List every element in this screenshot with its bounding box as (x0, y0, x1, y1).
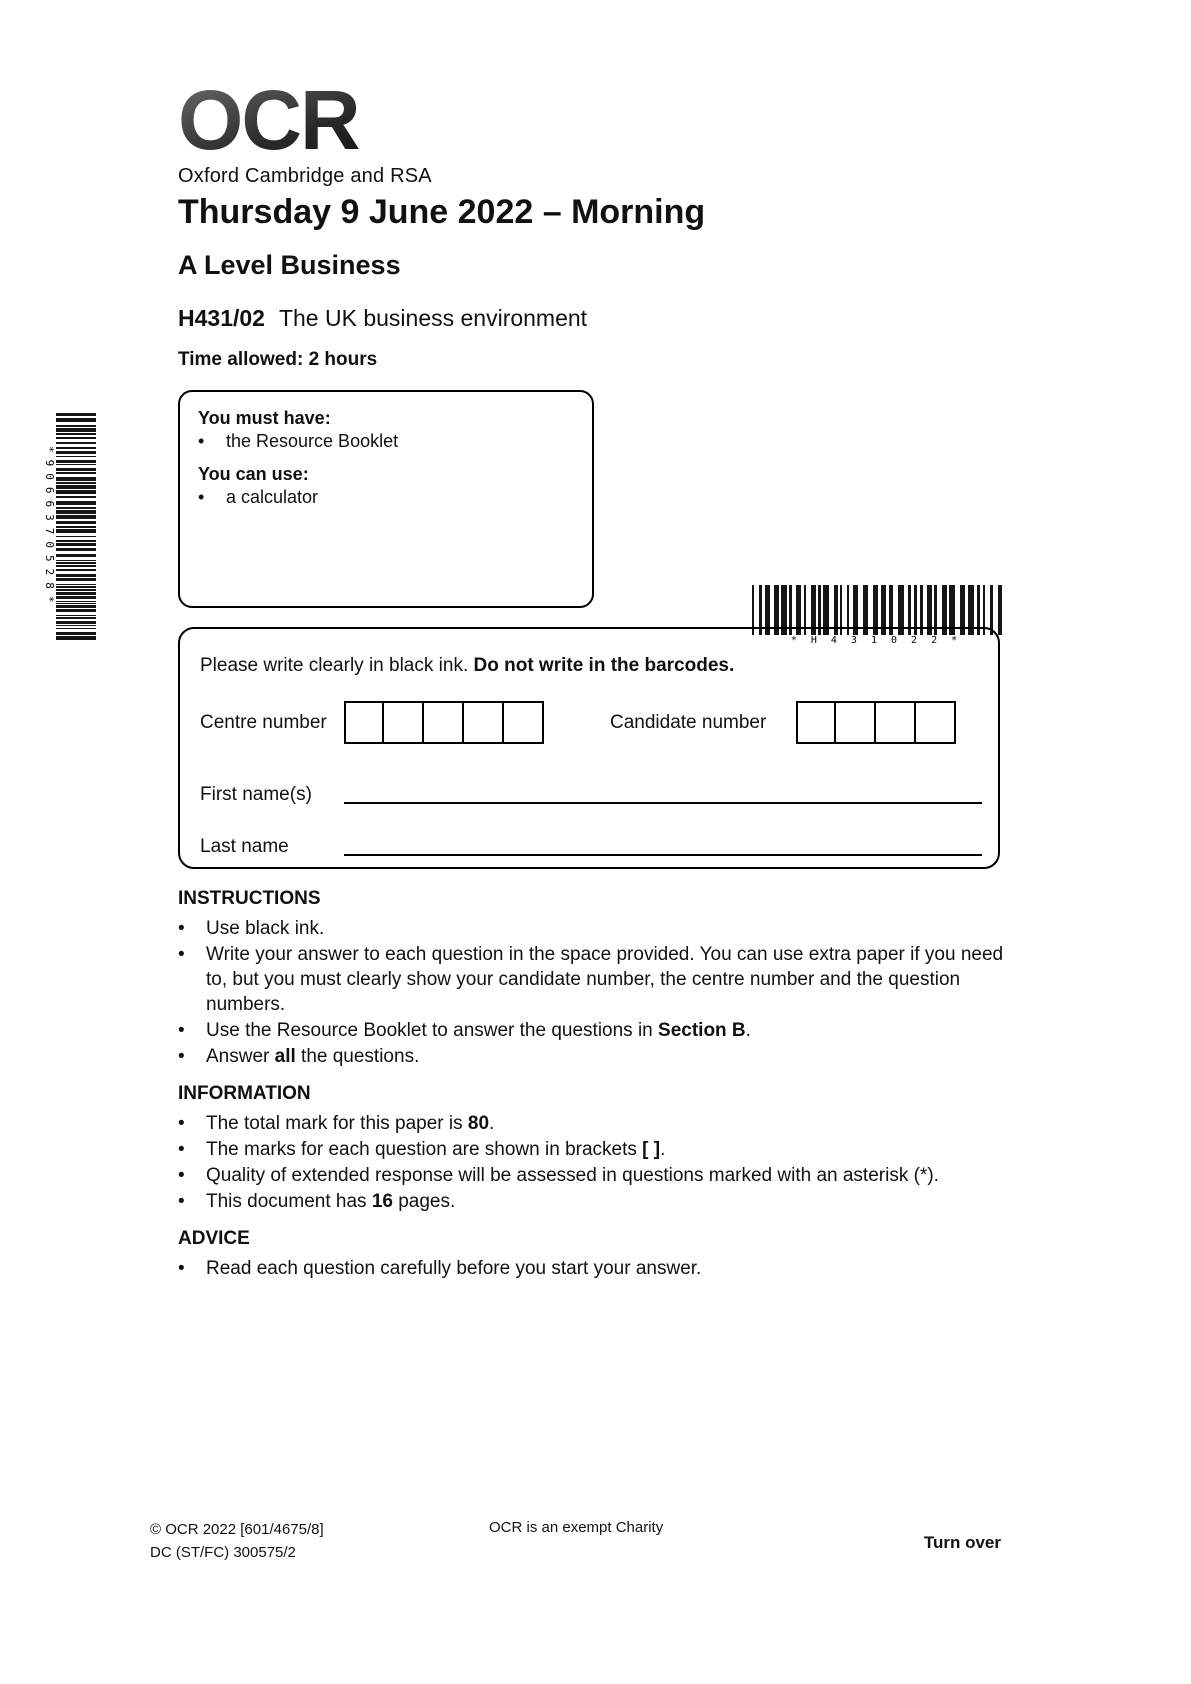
bullet-item (178, 1111, 1022, 1136)
number-cell[interactable] (464, 701, 504, 744)
bullet-item (178, 916, 1022, 941)
barcode-bar (56, 468, 96, 471)
barcode-bar (56, 490, 96, 494)
ink-notice: Please write clearly in black ink. Do not write in the barcodes. (200, 655, 735, 676)
barcode-bar (56, 464, 96, 465)
barcode-bar (56, 628, 96, 629)
number-cell[interactable] (424, 701, 464, 744)
barcode-bar (56, 617, 96, 619)
paper-barcode-text: * H 4 3 1 0 2 2 * (790, 635, 962, 646)
footer-copyright: © OCR 2022 [601/4675/8] (150, 1521, 324, 1538)
paper-title: The UK business environment (278, 305, 588, 331)
barcode-bar (56, 560, 96, 561)
exam-date-title: Thursday 9 June 2022 – Morning (178, 193, 706, 231)
barcode-bar (56, 615, 96, 616)
barcode-bar (56, 569, 96, 571)
number-cell[interactable] (836, 701, 876, 744)
bullet-item (178, 1018, 1022, 1043)
bullet-item (178, 1044, 1022, 1069)
barcode-bar (56, 584, 96, 585)
barcode-bar (56, 562, 96, 564)
barcode-bar (56, 596, 96, 599)
barcode-bar (56, 536, 96, 537)
bullet-glyph: • (178, 1191, 185, 1213)
first-name-row (200, 778, 982, 806)
barcode-bar (56, 485, 96, 489)
bullet-text: This document has 16 pages. (206, 1191, 456, 1213)
turn-over-label: Turn over (923, 1533, 1001, 1552)
barcode-bar (56, 586, 96, 588)
barcode-bar (998, 585, 1002, 635)
bullet-text: Quality of extended response will be assessed in questions marked with an asterisk (*). (206, 1165, 939, 1187)
last-name-field[interactable] (344, 830, 982, 856)
bullet-glyph: • (178, 1258, 185, 1280)
barcode-bar (56, 447, 96, 449)
advice-list (178, 1256, 1022, 1281)
number-cell[interactable] (876, 701, 916, 744)
barcode-bar (56, 418, 96, 422)
barcode-bar (56, 460, 96, 463)
barcode-bar (56, 510, 96, 514)
barcode-bar (56, 554, 96, 557)
barcode-bar (56, 574, 96, 577)
barcode-bar (56, 609, 96, 612)
barcode-bar (56, 456, 96, 457)
barcode-bar (56, 507, 96, 509)
vertical-barcode-bars (56, 413, 96, 643)
footer-charity: OCR is an exempt Charity (489, 1519, 664, 1536)
barcode-bar (56, 578, 96, 581)
barcode-bar (56, 451, 96, 455)
advice-heading: ADVICE (178, 1228, 250, 1249)
ocr-logo (178, 73, 432, 188)
bullet-glyph: • (178, 944, 185, 966)
bullet-item (178, 1189, 1022, 1214)
barcode-bar (56, 425, 96, 427)
bullet-text: The marks for each question are shown in brackets [ ]. (206, 1139, 666, 1161)
instructions-list (178, 916, 1022, 1069)
bullet-glyph: • (198, 431, 205, 451)
candidate-details-box (178, 627, 1000, 869)
barcode-bar (56, 603, 96, 605)
first-name-field[interactable] (344, 778, 982, 804)
bullet-item (178, 1163, 1022, 1188)
bullet-glyph: • (178, 918, 185, 940)
information-section (178, 1081, 1022, 1215)
barcode-bar (56, 428, 96, 432)
bullet-item (198, 487, 574, 508)
number-cell[interactable] (796, 701, 836, 744)
paper-code-line (178, 305, 587, 332)
barcode-bar (56, 526, 96, 528)
bullet-glyph: • (178, 1020, 185, 1042)
ocr-logo-subtitle: Oxford Cambridge and RSA (178, 165, 432, 187)
bullet-text: Write your answer to each question in the space provided. You can use extra paper if you need to, but you must clearly show your candidate number, the centre number and the question numbers. (206, 944, 1004, 1016)
time-allowed: Time allowed: 2 hours (178, 349, 378, 370)
barcode-bar (56, 601, 96, 602)
last-name-label: Last name (200, 836, 289, 857)
number-row (200, 701, 982, 744)
vertical-barcode-text: *9066370528* (43, 446, 56, 610)
barcode-bar (56, 413, 96, 416)
advice-section (178, 1226, 1022, 1282)
candidate-number-label: Candidate number (610, 711, 767, 733)
barcode-bar (56, 437, 96, 439)
can-use-list (198, 487, 574, 508)
barcode-bar (56, 621, 96, 624)
bullet-item (178, 1256, 1022, 1281)
barcode-bar (56, 548, 96, 551)
information-heading: INFORMATION (178, 1083, 311, 1104)
barcode-bar (56, 442, 96, 444)
bullet-text: a calculator (226, 487, 319, 507)
bullet-glyph: • (178, 1165, 185, 1187)
exam-subject: A Level Business (178, 250, 401, 280)
barcode-bar (56, 501, 96, 505)
barcode-bar (56, 496, 96, 498)
barcode-bar (56, 521, 96, 525)
bullet-item (178, 1137, 1022, 1162)
bullet-item (178, 942, 1022, 1017)
instructions-heading: INSTRUCTIONS (178, 888, 321, 909)
information-list (178, 1111, 1022, 1214)
bullet-text: Read each question carefully before you start your answer. (206, 1258, 702, 1280)
bullet-text: the Resource Booklet (226, 431, 399, 451)
must-have-label: You must have: (198, 408, 331, 428)
can-use-label: You can use: (198, 464, 309, 484)
instructions-section (178, 886, 1022, 1071)
bullet-text: The total mark for this paper is 80. (206, 1113, 495, 1135)
bullet-text: Answer all the questions. (206, 1046, 420, 1068)
number-cell[interactable] (384, 701, 424, 744)
vertical-barcode (38, 413, 96, 643)
first-name-label: First name(s) (200, 784, 312, 805)
barcode-bar (56, 540, 96, 542)
footer-dc-code: DC (ST/FC) 300575/2 (150, 1543, 296, 1561)
barcode-bar (56, 632, 96, 635)
bullet-glyph: • (198, 487, 205, 507)
centre-number-label: Centre number (200, 711, 327, 733)
number-cell[interactable] (504, 701, 544, 744)
centre-number-cells (344, 701, 544, 744)
bullet-glyph: • (178, 1113, 185, 1135)
barcode-bar (56, 543, 96, 546)
bullet-item (198, 431, 574, 452)
barcode-bar (56, 515, 96, 519)
barcode-bar (56, 636, 96, 640)
barcode-bar (56, 477, 96, 481)
number-cell[interactable] (344, 701, 384, 744)
bullet-text: Use black ink. (206, 918, 325, 940)
ocr-logo-text: OCR (178, 78, 432, 162)
must-have-box (178, 390, 594, 608)
barcode-bar (56, 529, 96, 533)
paper-code: H431/02 (178, 305, 265, 331)
bullet-glyph: • (178, 1139, 185, 1161)
barcode-bar (56, 472, 96, 474)
bullet-glyph: • (178, 1046, 185, 1068)
candidate-number-cells (796, 701, 956, 744)
barcode-bar (56, 589, 96, 591)
barcode-bar (56, 565, 96, 567)
barcode-bar (56, 605, 96, 608)
barcode-bar (56, 625, 96, 626)
barcode-bar (56, 433, 96, 435)
number-cell[interactable] (916, 701, 956, 744)
barcode-bar (56, 482, 96, 484)
bullet-text: Use the Resource Booklet to answer the questions in Section B. (206, 1020, 751, 1042)
footer-left (150, 1519, 324, 1564)
barcode-bar (56, 592, 96, 595)
must-have-list (198, 431, 574, 452)
last-name-row (200, 830, 982, 858)
